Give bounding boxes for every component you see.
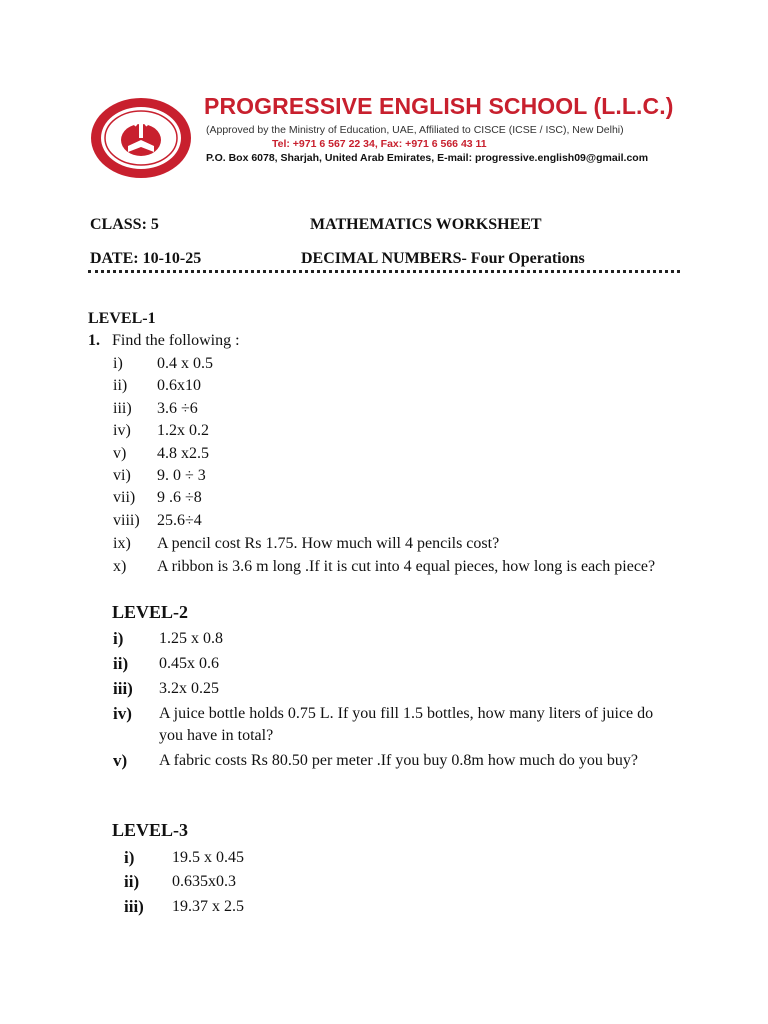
level-1-title: LEVEL-1	[88, 310, 156, 327]
item-number: i)	[113, 355, 123, 372]
item-number: iii)	[113, 400, 132, 417]
item-text: 0.4 x 0.5	[157, 355, 213, 372]
item-number: x)	[113, 558, 127, 575]
item-number: ii)	[113, 654, 129, 673]
item-number: viii)	[113, 512, 140, 529]
item-number: ii)	[124, 872, 140, 891]
item-number: iii)	[124, 897, 144, 916]
item-number: v)	[113, 751, 128, 770]
level-2-title: LEVEL-2	[112, 602, 189, 622]
item-text: 4.8 x2.5	[157, 445, 209, 462]
item-number: vii)	[113, 489, 136, 506]
item-number: i)	[124, 848, 135, 867]
item-text: 0.6x10	[157, 377, 201, 394]
school-address: P.O. Box 6078, Sharjah, United Arab Emirates, E-mail: progressive.english09@gmail.com	[206, 152, 649, 164]
class-label: CLASS: 5	[90, 216, 159, 233]
dotted-divider	[88, 270, 680, 273]
item-text: 19.37 x 2.5	[172, 898, 244, 915]
item-text: A juice bottle holds 0.75 L. If you fill 1.5 bottles, how many liters of juice do you have in total?	[159, 705, 654, 744]
item-number: vi)	[113, 467, 131, 484]
question-number: 1.	[88, 332, 100, 349]
school-name: PROGRESSIVE ENGLISH SCHOOL (L.L.C.)	[204, 93, 674, 119]
worksheet-topic	[301, 250, 585, 268]
question-1-heading	[88, 332, 240, 350]
date-label: DATE: 10-10-25	[90, 250, 202, 267]
item-text: 1.2x 0.2	[157, 422, 209, 439]
item-text: 19.5 x 0.45	[172, 849, 244, 866]
contact-phone-fax: Tel: +971 6 567 22 34, Fax: +971 6 566 43 11	[272, 138, 487, 150]
item-text: 3.2x 0.25	[159, 680, 219, 697]
approval-line: (Approved by the Ministry of Education, UAE, Affiliated to CISCE (ICSE / ISC), New Delhi)	[206, 124, 624, 136]
item-text: 1.25 x 0.8	[159, 630, 223, 647]
item-number: ii)	[113, 377, 128, 394]
item-text: 9. 0 ÷ 3	[157, 467, 206, 484]
item-text: 0.45x 0.6	[159, 655, 219, 672]
item-text: A pencil cost Rs 1.75. How much will 4 pencils cost?	[157, 535, 500, 552]
item-text: 9 .6 ÷8	[157, 489, 202, 506]
item-text: A fabric costs Rs 80.50 per meter .If you buy 0.8m how much do you buy?	[159, 752, 639, 769]
level-3-title: LEVEL-3	[112, 820, 189, 840]
question-prompt: Find the following :	[112, 332, 240, 349]
item-number: iii)	[113, 679, 133, 698]
item-text: 3.6 ÷6	[157, 400, 198, 417]
item-number: ix)	[113, 535, 131, 552]
item-text: A ribbon is 3.6 m long .If it is cut into 4 equal pieces, how long is each piece?	[157, 558, 656, 575]
school-crest-icon	[88, 96, 194, 180]
worksheet-subject: MATHEMATICS WORKSHEET	[310, 216, 542, 233]
topic-main: DECIMAL NUMBERS	[301, 250, 462, 267]
item-text: 25.6÷4	[157, 512, 202, 529]
topic-sub: - Four Operations	[461, 250, 585, 267]
item-text: 0.635x0.3	[172, 873, 236, 890]
item-number: iv)	[113, 704, 132, 723]
item-number: iv)	[113, 422, 131, 439]
item-number: i)	[113, 629, 124, 648]
item-number: v)	[113, 445, 127, 462]
